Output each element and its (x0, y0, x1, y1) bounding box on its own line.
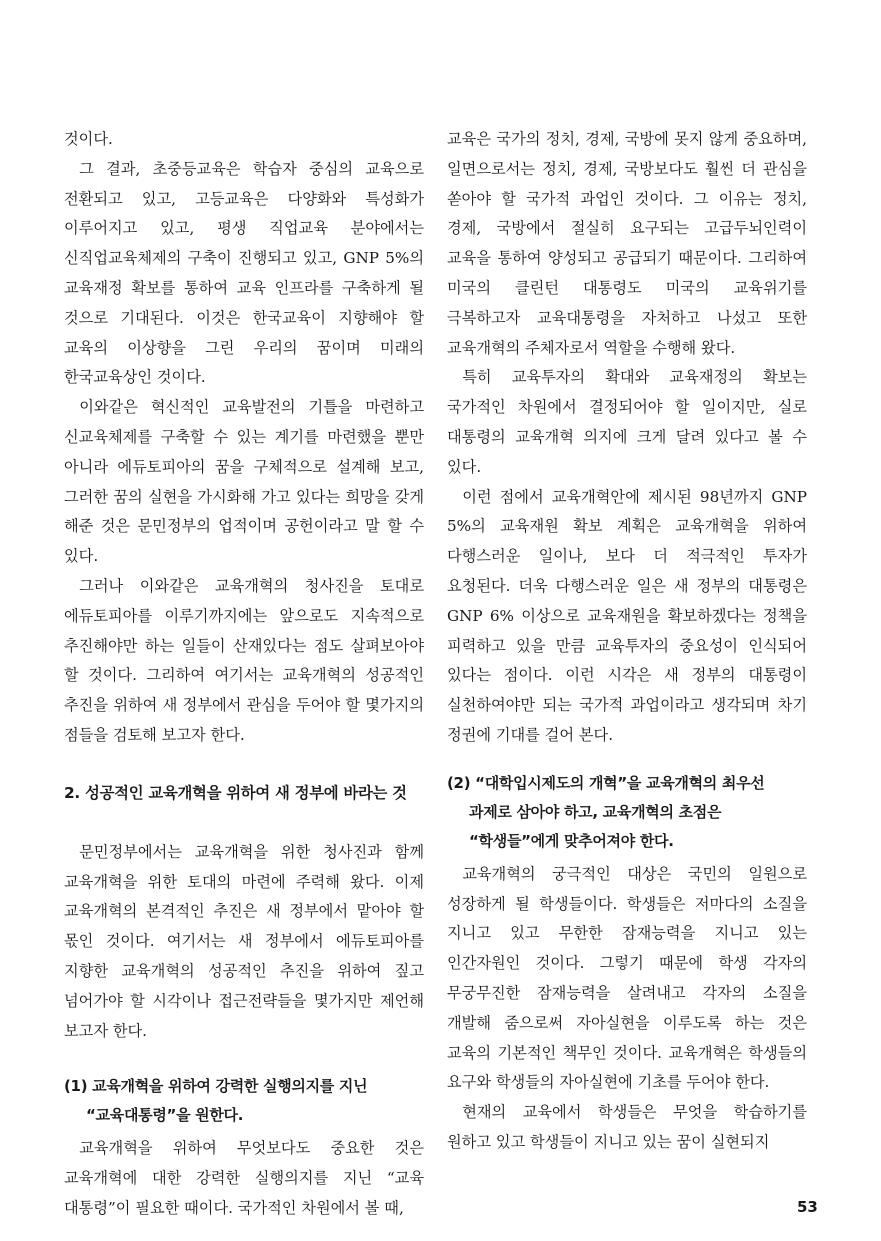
paragraph-tasks-ahead: 그러나 이와같은 교육개혁의 청사진을 토대로 에듀토피아를 이루기까지에는 앞으로도 지속적으로 추진해야만 하는 일들이 산재있다는 점도 살펴보아야 할 것이다. 그리하여 여기서는 교육개혁의 성공적인 추진을 위하여 새 정부에서 관심을 두어야 할 몇가지의 점들을 검토해 보고자 한다. (64, 576, 424, 744)
section-heading: 2. 성공적인 교육개혁을 위하여 새 정부에 바라는 것 (64, 783, 407, 802)
paragraph-education-president: 교육개혁을 위하여 무엇보다도 중요한 것은 교육개혁에 대한 강력한 실행의지를 지닌 “교육 대통령”이 필요한 때이다. 국가적인 차원에서 볼 때, (64, 1139, 424, 1217)
page-number: 53 (797, 1198, 818, 1216)
subsection-heading-2: (2) “대학입시제도의 개혁”을 교육개혁의 최우선 과제로 삼아야 하고, 교육개혁의 초점은 “학생들”에게 맞추어져야 한다. (447, 773, 765, 850)
subsection-heading-1: (1) 교육개혁을 위하여 강력한 실행의지를 지닌 “교육대통령”을 원한다. (64, 1077, 368, 1125)
paragraph-gnp-funding: 이런 점에서 교육개혁안에 제시된 98년까지 GNP 5%의 교육재원 확보 계획은 교육개혁을 위하여 다행스러운 일이나, 보다 더 적극적인 투자가 요청된다. 더욱 다행스러운 일은 새 정부의 대통령은 GNP 6% 이상으로 교육재원을 확보하겠다는 정책을 피력하고 있을 만큼 교육투자의 중요성이 인식되어 있다는 점이다. 이런 시각은 새 정부의 대통령이 실천하여야만 되는 국가적 과업이라고 생각되며 차기 정권에 기대를 걸어 본다. (447, 487, 807, 744)
left-column (64, 125, 424, 1224)
paragraph-investment: 특히 교육투자의 확대와 교육재정의 확보는 국가적인 차원에서 결정되어야 할 일이지만, 실로 대통령의 교육개혁 의지에 크게 달려 있다고 볼 수 있다. (447, 368, 807, 476)
paragraph-national-task: 교육은 국가의 정치, 경제, 국방에 못지 않게 중요하며, 일면으로서는 정치, 경제, 국방보다도 훨씬 더 관심을 쏟아야 할 국가적 과업인 것이다. 그 이유는 정치, 경제, 국방에서 절실히 요구되는 고급두뇌인력이 교육을 통하여 양성되고 공급되기 때문이다. 그리하여 미국의 클린턴 대통령도 미국의 교육위기를 극복하고자 교육대통령을 자처하고 나섰고 또한 교육개혁의 주체자로서 역할을 수행해 왔다. (447, 130, 807, 357)
paragraph-students: 교육개혁의 궁극적인 대상은 국민의 일원으로 성장하게 될 학생들이다. 학생들은 저마다의 소질을 지니고 있고 무한한 잠재능력을 지니고 있는 인간자원인 것이다. 그렇기 때문에 학생 각자의 무궁무진한 잠재능력을 살려내고 각자의 소질을 개발해 줌으로써 자아실현을 이루도록 하는 것은 교육의 기본적인 책무인 것이다. 교육개혁은 학생들의 요구와 학생들의 자아실현에 기초를 두어야 한다. (447, 864, 807, 1092)
paragraph-achievements: 이와같은 혁신적인 교육발전의 기틀을 마련하고 신교육체제를 구축할 수 있는 계기를 마련했을 뿐만 아니라 에듀토피아의 꿈을 구체적으로 설계해 보고, 그러한 꿈의 실현을 가시화해 가고 있다는 희망을 갖게 해준 것은 문민정부의 업적이며 공헌이라고 말 할 수 있다. (64, 398, 424, 566)
right-column (447, 125, 807, 1158)
paragraph-current-education: 현재의 교육에서 학생들은 무엇을 학습하기를 원하고 있고 학생들이 지니고 있는 꿈이 실현되지 (447, 1103, 807, 1151)
paragraph-civilian-government: 문민정부에서는 교육개혁을 위한 청사진과 함께 교육개혁을 위한 토대의 마련에 주력해 왔다. 이제 교육개혁의 본격적인 추진은 새 정부에서 맡아야 할 몫인 것이다. 여기서는 새 정부에서 에듀토피아를 지향한 교육개혁의 성공적인 추진을 위하여 짚고 넘어가야 할 시각이나 접근전략들을 몇가지만 제언해 보고자 한다. (64, 842, 424, 1040)
paragraph-results: 그 결과, 초중등교육은 학습자 중심의 교육으로 전환되고 있고, 고등교육은 다양화와 특성화가 이루어지고 있고, 평생 직업교육 분야에서는 신직업교육체제의 구축이 진행되고 있고, GNP 5%의 교육재정 확보를 통하여 교육 인프라를 구축하게 될 것으로 기대된다. 이것은 한국교육이 지향해야 할 교육의 이상향을 그린 우리의 꿈이며 미래의 한국교육상인 것이다. (64, 159, 424, 387)
paragraph-continuation: 것이다. (64, 130, 113, 148)
